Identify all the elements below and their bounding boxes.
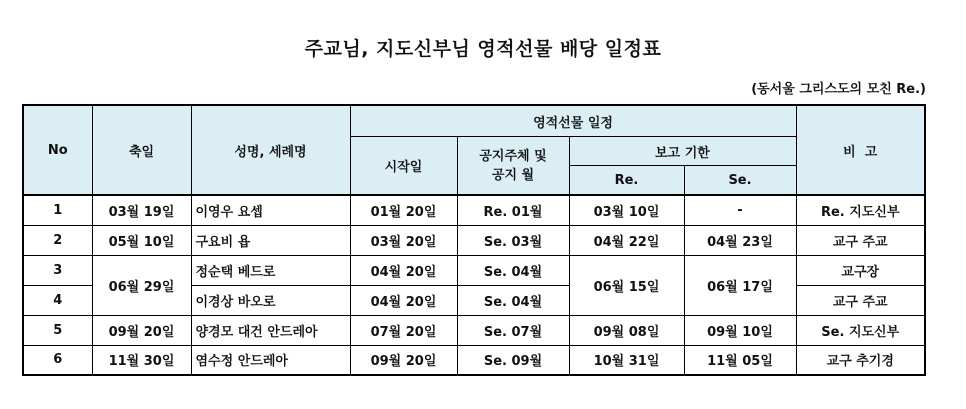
- cell-name: 구요비 욥: [191, 225, 350, 255]
- cell-note: Re. 지도신부: [796, 195, 925, 225]
- cell-start: 07월 20일: [350, 315, 457, 345]
- table-row: [23, 255, 925, 285]
- header-feast: 축일: [92, 105, 191, 195]
- table-row: [23, 225, 925, 255]
- cell-se: 04월 23일: [684, 225, 796, 255]
- cell-feast: 11월 30일: [92, 345, 191, 375]
- header-gift-schedule: 영적선물 일정: [350, 105, 796, 137]
- cell-announce: Re. 01월: [457, 195, 569, 225]
- cell-re: 03월 10일: [569, 195, 684, 225]
- cell-re: 04월 22일: [569, 225, 684, 255]
- header-announce: [457, 137, 569, 196]
- cell-feast: 05월 10일: [92, 225, 191, 255]
- header-announce-line2: 공지 월: [491, 167, 535, 183]
- header-start: 시작일: [350, 137, 457, 196]
- cell-no: 5: [23, 315, 92, 345]
- cell-no: 2: [23, 225, 92, 255]
- cell-announce: Se. 03월: [457, 225, 569, 255]
- schedule-table: [22, 104, 926, 376]
- table-row: [23, 195, 925, 225]
- cell-feast: 06월 29일: [92, 255, 191, 315]
- cell-no: 6: [23, 345, 92, 375]
- cell-announce: Se. 04월: [457, 255, 569, 285]
- cell-se: 06월 17일: [684, 255, 796, 315]
- cell-no: 3: [23, 255, 92, 285]
- cell-no: 4: [23, 285, 92, 315]
- page-subtitle: (동서울 그리스도의 모친 Re.): [751, 82, 926, 97]
- cell-se: -: [684, 195, 796, 225]
- cell-feast: 03월 19일: [92, 195, 191, 225]
- header-note: 비 고: [796, 105, 925, 195]
- cell-announce: Se. 04월: [457, 285, 569, 315]
- table-row: [23, 345, 925, 375]
- cell-re: 06월 15일: [569, 255, 684, 315]
- cell-note: 교구 주교: [796, 285, 925, 315]
- header-announce-line1: 공지주체 및: [479, 148, 547, 164]
- cell-name: 염수정 안드레아: [191, 345, 350, 375]
- cell-announce: Se. 07월: [457, 315, 569, 345]
- cell-re: 09월 08일: [569, 315, 684, 345]
- table-header: [23, 105, 925, 195]
- cell-start: 04월 20일: [350, 285, 457, 315]
- cell-name: 정순택 베드로: [191, 255, 350, 285]
- table-row: [23, 315, 925, 345]
- table-body: [23, 195, 925, 375]
- page-title: 주교님, 지도신부님 영적선물 배당 일정표: [304, 38, 662, 60]
- cell-start: 09월 20일: [350, 345, 457, 375]
- cell-note: 교구 추기경: [796, 345, 925, 375]
- cell-se: 11월 05일: [684, 345, 796, 375]
- cell-name: 이영우 요셉: [191, 195, 350, 225]
- cell-se: 09월 10일: [684, 315, 796, 345]
- cell-no: 1: [23, 195, 92, 225]
- cell-note: 교구장: [796, 255, 925, 285]
- cell-start: 01월 20일: [350, 195, 457, 225]
- header-no: No: [23, 105, 92, 195]
- cell-name: 이경상 바오로: [191, 285, 350, 315]
- cell-note: Se. 지도신부: [796, 315, 925, 345]
- cell-re: 10월 31일: [569, 345, 684, 375]
- cell-announce: Se. 09월: [457, 345, 569, 375]
- header-se: Se.: [684, 166, 796, 196]
- cell-start: 03월 20일: [350, 225, 457, 255]
- cell-note: 교구 주교: [796, 225, 925, 255]
- cell-name: 양경모 대건 안드레아: [191, 315, 350, 345]
- header-re: Re.: [569, 166, 684, 196]
- cell-start: 04월 20일: [350, 255, 457, 285]
- cell-feast: 09월 20일: [92, 315, 191, 345]
- header-report-deadline: 보고 기한: [569, 137, 796, 166]
- header-name: 성명, 세례명: [191, 105, 350, 195]
